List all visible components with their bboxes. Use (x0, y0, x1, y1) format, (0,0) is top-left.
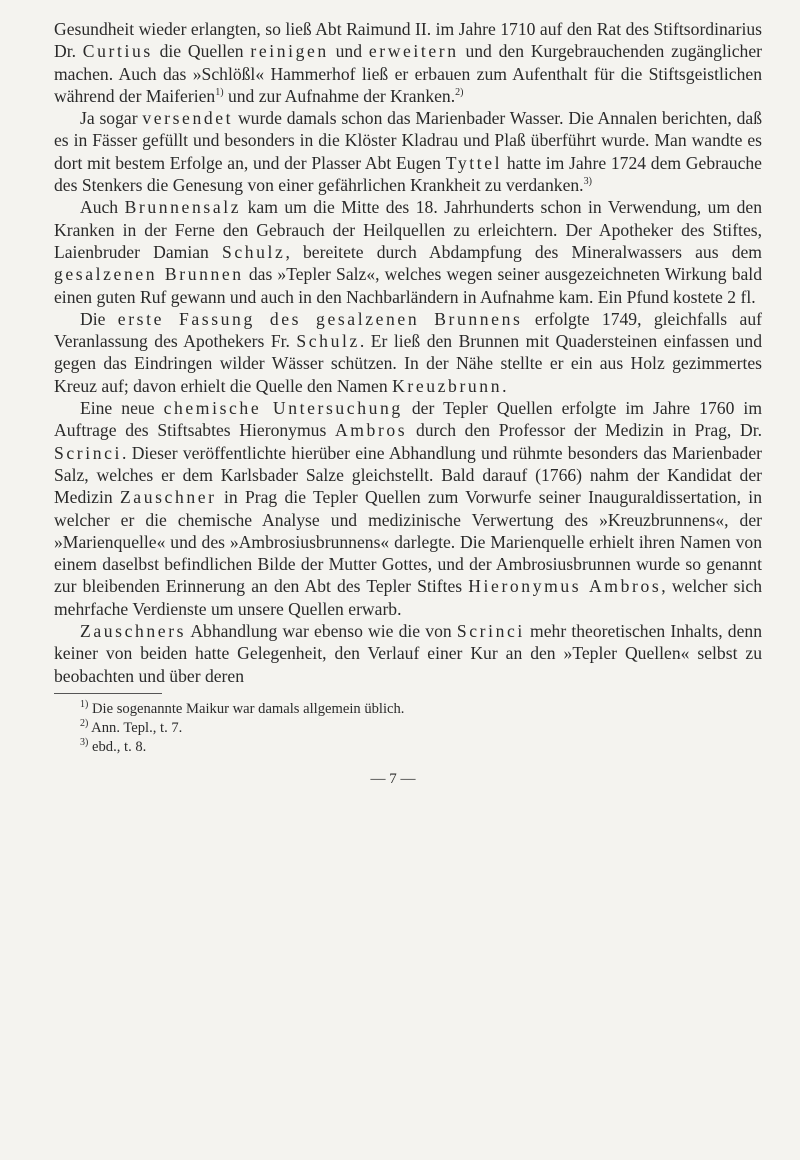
footnote-text: ebd., t. 8. (88, 738, 147, 755)
paragraph (54, 397, 762, 620)
footnote-ref: 2) (455, 87, 464, 99)
spaced-emphasis: Zauschners (80, 621, 187, 642)
footnote-mark: 3) (80, 737, 89, 749)
spaced-emphasis: versendet (142, 108, 234, 129)
footnote-ref: 1) (215, 87, 224, 99)
text-run: Abhandlung war ebenso wie die von (186, 621, 457, 642)
spaced-emphasis: Brunnensalz (124, 197, 242, 218)
text-run: Die (80, 308, 118, 329)
text-run: hatte im Jahre 1724 dem Gebrauche des Stenkers die Genesung von einer gefährlichen Krankheit zu verdanken. (54, 152, 762, 196)
paragraph (54, 107, 762, 196)
spaced-emphasis: gesalzenen Brunnen (54, 264, 244, 285)
footnote-text: Die sogenannte Maikur war damals allgemein üblich. (88, 700, 405, 717)
text-run: Gesundheit wieder erlangten, so ließ Abt Raimund II. im Jahre 1710 auf den Rat des Stiftsordinarius Dr. (54, 19, 762, 62)
text-run: kam um die Mitte des 18. Jahrhunderts schon in Verwendung, um den Kranken in der Ferne den Gebrauch der Heilquellen zu erleichtern. Der Apotheker des Stiftes, Laienbruder Damian (54, 197, 762, 262)
text-run: mehr theoretischen Inhalts, denn keiner von beiden hatte Gelegenheit, den Verlauf einer Kur an den »Tepler Quellen« selbst zu beobachten und über deren (54, 621, 762, 686)
footnote-mark: 2) (80, 718, 89, 730)
page-number: — 7 — (370, 770, 416, 787)
text-run: und den Kurgebrauchenden zugänglicher machen. Auch das »Schlößl« Hammerhof ließ er erbauen zum Aufenthalt für die Stiftsgeistlichen während der Maiferien (54, 41, 763, 106)
spaced-emphasis: Curtius (82, 41, 153, 62)
text-run: das »Tepler Salz«, welches wegen seiner ausgezeichneten Wirkung bald einen guten Ruf gewann und auch in den Nachbarländern in Aufnahme kam. Ein Pfund kostete 2 fl. (54, 264, 762, 307)
text-run: Ja sogar (80, 108, 143, 129)
spaced-emphasis: Scrinci (54, 442, 123, 463)
footnote-text: Ann. Tepl., t. 7. (88, 719, 183, 736)
spaced-emphasis: Schulz (296, 331, 360, 352)
text-run: durch den Professor der Medizin in Prag, Dr. (407, 420, 763, 441)
paragraph (54, 18, 762, 107)
text-run: die Quellen (152, 41, 251, 62)
spaced-emphasis: Schulz (221, 241, 286, 262)
spaced-emphasis: Hieronymus Ambros (468, 576, 662, 597)
text-run: Auch (80, 197, 125, 218)
text-run: in Prag die Tepler Quellen zum Vorwurfe seiner Inauguraldissertation, in welcher er die chemische Analyse und medizinische Verwertung des »Kreuzbrunnens«, der »Marienquelle« und des »Ambrosiusbrunnens« darlegte. Die Marienquelle erhielt ihren Namen von einem daselbst befindlichen Bilde der Mutter Gottes, und der Ambrosiusbrunnen wurde so genannt zur bleibenden Erinnerung an den Abt des Tepler Stiftes (54, 487, 762, 597)
text-run: . Dieser veröffentlichte hierüber eine Abhandlung und rühmte besonders das Marienbader Salz, welches er dem Karlsbader Salze gleichstellt. Bald darauf (1766) nahm der Kandidat der Medizin (54, 442, 762, 508)
footnote-rule (54, 693, 162, 694)
spaced-emphasis: erste Fassung des gesalzenen Brunnens (117, 308, 523, 329)
footnote (80, 700, 762, 719)
paragraph (54, 620, 762, 687)
footnote-ref: 3) (583, 176, 592, 188)
text-run: , welcher sich mehrfache Verdienste um unsere Quellen erwarb. (54, 576, 762, 619)
text-run: . (502, 375, 507, 396)
spaced-emphasis: Ambros (334, 420, 408, 441)
footnotes (54, 700, 762, 757)
paragraph (54, 308, 762, 397)
paragraph (54, 196, 762, 307)
text-run: und (328, 41, 369, 62)
text-run: erfolgte 1749, gleichfalls auf Veranlassung des Apothekers Fr. (54, 308, 762, 352)
spaced-emphasis: Scrinci (456, 621, 525, 642)
text-run: . Er ließ den Brunnen mit Quadersteinen einfassen und gegen das Eindringen wilder Wässer schützen. In der Nähe stellte er ein aus Holz gezimmertes Kreuz auf; davon erhielt die Quelle den Namen (54, 331, 762, 396)
text-run: der Tepler Quellen erfolgte im Jahre 1760 im Auftrage des Stiftsabtes Hieronymus (54, 398, 763, 441)
spaced-emphasis: Zauschner (119, 487, 217, 508)
text-run: , bereitete durch Abdampfung des Mineralwassers aus dem (285, 241, 762, 262)
spaced-emphasis: Tyttel (445, 152, 503, 173)
spaced-emphasis: reinigen (250, 41, 329, 62)
body-text (54, 18, 762, 687)
text-run: Eine neue (80, 398, 164, 419)
spaced-emphasis: erweitern (368, 41, 459, 62)
text-run: wurde damals schon das Marienbader Wasser. Die Annalen berichten, daß es in Fässer gefüllt und besonders in die Klöster Kladrau und Plaß überführt wurde. Man wandte es dort mit bestem Erfolge an, und der Plasser Abt Eugen (54, 108, 762, 173)
footnote (80, 738, 762, 757)
text-run: und zur Aufnahme der Kranken. (223, 85, 456, 106)
spaced-emphasis: chemische Untersuchung (163, 398, 403, 419)
footnote (80, 719, 762, 738)
footnote-mark: 1) (80, 699, 89, 711)
spaced-emphasis: Kreuzbrunn (392, 375, 503, 396)
